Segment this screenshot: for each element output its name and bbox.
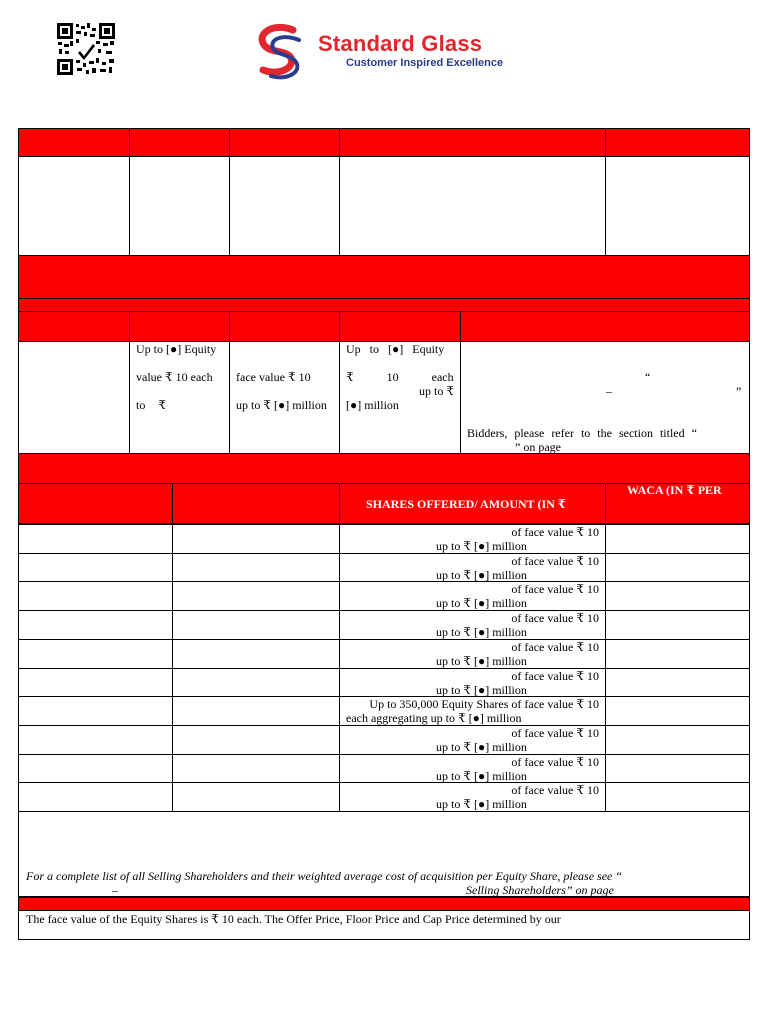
shares-offered-line2: up to ₹ [●] million bbox=[436, 539, 527, 553]
table-row-col-rule bbox=[172, 668, 173, 697]
offer-c4-line1: Up to [●] Equity bbox=[346, 342, 445, 356]
face-value-band bbox=[18, 897, 750, 911]
shares-offered-line2: up to ₹ [●] million bbox=[436, 769, 527, 783]
offer-col-rule bbox=[229, 341, 230, 454]
offer-header-band bbox=[18, 312, 750, 341]
shares-offered-line1: of face value ₹ 10 bbox=[511, 554, 599, 568]
brand-tagline: Customer Inspired Excellence bbox=[346, 57, 504, 69]
table-row-col-rule bbox=[605, 754, 606, 783]
offer-c3-line1: face value ₹ 10 bbox=[236, 370, 311, 384]
shares-offered-line2: up to ₹ [●] million bbox=[436, 568, 527, 582]
footnote-line1: For a complete list of all Selling Shareholders and their weighted average cost of acquisition per Equity Share, please see “ bbox=[26, 869, 623, 883]
brand-name: Standard Glass bbox=[318, 31, 483, 56]
offer-c3-line2: up to ₹ [●] million bbox=[236, 398, 327, 412]
offer-header-rule bbox=[129, 312, 130, 341]
offer-header-rule bbox=[229, 312, 230, 341]
offer-col-rule bbox=[339, 341, 340, 454]
offer-header-rule bbox=[339, 312, 340, 341]
footnote-dash: – bbox=[112, 883, 118, 897]
shares-offered-line1: of face value ₹ 10 bbox=[511, 640, 599, 654]
offer-col-rule bbox=[129, 341, 130, 454]
shares-offered-line2: up to ₹ [●] million bbox=[436, 596, 527, 610]
qr-code-icon bbox=[56, 22, 116, 76]
shareholders-header-rule bbox=[605, 483, 606, 524]
offer-col-rule bbox=[460, 341, 461, 454]
table-row-col-rule bbox=[172, 754, 173, 783]
shares-offered-line2: up to ₹ [●] million bbox=[436, 740, 527, 754]
shareholders-title-band bbox=[18, 454, 750, 483]
shares-offered-line1: Up to 350,000 Equity Shares of face value ₹ 10 bbox=[369, 697, 599, 711]
table-row-col-rule bbox=[605, 696, 606, 726]
table-row-col-rule bbox=[605, 524, 606, 554]
shares-offered-line1: of face value ₹ 10 bbox=[511, 611, 599, 625]
table-row-col-rule bbox=[605, 782, 606, 812]
shares-offered-header: SHARES OFFERED/ AMOUNT (IN ₹ bbox=[366, 497, 567, 511]
offer-c4-line2: ₹ 10 each bbox=[346, 370, 454, 384]
table1-body-row bbox=[18, 128, 750, 256]
offer-c2-line1: Up to [●] Equity bbox=[136, 342, 217, 356]
table-row-col-rule bbox=[605, 610, 606, 640]
shares-offered-line1: of face value ₹ 10 bbox=[511, 755, 599, 769]
shares-offered-line2: up to ₹ [●] million bbox=[436, 683, 527, 697]
waca-header: WACA (IN ₹ PER bbox=[627, 483, 722, 497]
table-row-col-rule bbox=[172, 639, 173, 669]
table-row-col-rule bbox=[172, 524, 173, 554]
shares-offered-line1: of face value ₹ 10 bbox=[511, 726, 599, 740]
footnote-line2: Selling Shareholders” on page bbox=[466, 883, 614, 897]
offer-c5-close-quote: ” bbox=[736, 384, 742, 398]
shares-offered-line1: of face value ₹ 10 bbox=[511, 582, 599, 596]
offer-title-band bbox=[18, 256, 750, 298]
offer-c5-open-quote: “ bbox=[645, 370, 651, 384]
table1-col-rule bbox=[229, 128, 230, 256]
table1-col-rule bbox=[605, 128, 606, 256]
shares-offered-line2: up to ₹ [●] million bbox=[436, 654, 527, 668]
shareholders-header-rule bbox=[172, 483, 173, 524]
offer-c2-line2: value ₹ 10 each bbox=[136, 370, 213, 384]
face-value-text: The face value of the Equity Shares is ₹ 10 each. The Offer Price, Floor Price and Cap Price determined by our bbox=[26, 912, 561, 926]
table-row-col-rule bbox=[605, 668, 606, 697]
offer-subtitle-band bbox=[18, 298, 750, 312]
shares-offered-line2: up to ₹ [●] million bbox=[436, 797, 527, 811]
offer-c4-line3: up to ₹ bbox=[419, 384, 454, 398]
offer-c5-page-text: ” on page bbox=[515, 440, 561, 454]
shares-offered-line2: up to ₹ [●] million bbox=[436, 625, 527, 639]
table-row-col-rule bbox=[172, 553, 173, 582]
table-row-col-rule bbox=[605, 553, 606, 582]
table1-col-rule bbox=[129, 128, 130, 256]
shares-offered-line1: of face value ₹ 10 bbox=[511, 525, 599, 539]
table1-col-rule bbox=[339, 128, 340, 256]
table-row-col-rule bbox=[172, 610, 173, 640]
table-row-col-rule bbox=[605, 639, 606, 669]
offer-header-rule bbox=[460, 312, 461, 341]
offer-c2-line3: to ₹ bbox=[136, 398, 166, 412]
table-row-col-rule bbox=[172, 782, 173, 812]
shares-offered-line1: of face value ₹ 10 bbox=[511, 783, 599, 797]
offer-c5-refer-text: Bidders, please refer to the section titled “ bbox=[467, 426, 697, 440]
table-row-col-rule bbox=[172, 581, 173, 611]
shares-offered-line1: of face value ₹ 10 bbox=[511, 669, 599, 683]
offer-c4-line4: [●] million bbox=[346, 398, 399, 412]
table-row-col-rule bbox=[172, 696, 173, 726]
table-row-col-rule bbox=[605, 725, 606, 755]
shareholders-header-rule bbox=[339, 483, 340, 524]
standard-glass-logo-icon bbox=[253, 24, 305, 80]
shares-offered-line2: each aggregating up to ₹ [●] million bbox=[346, 711, 522, 725]
footnote-block bbox=[18, 811, 750, 897]
offer-c5-dash: – bbox=[606, 384, 612, 398]
table-row-col-rule bbox=[172, 725, 173, 755]
table1-divider bbox=[18, 156, 750, 157]
table-row-col-rule bbox=[605, 581, 606, 611]
